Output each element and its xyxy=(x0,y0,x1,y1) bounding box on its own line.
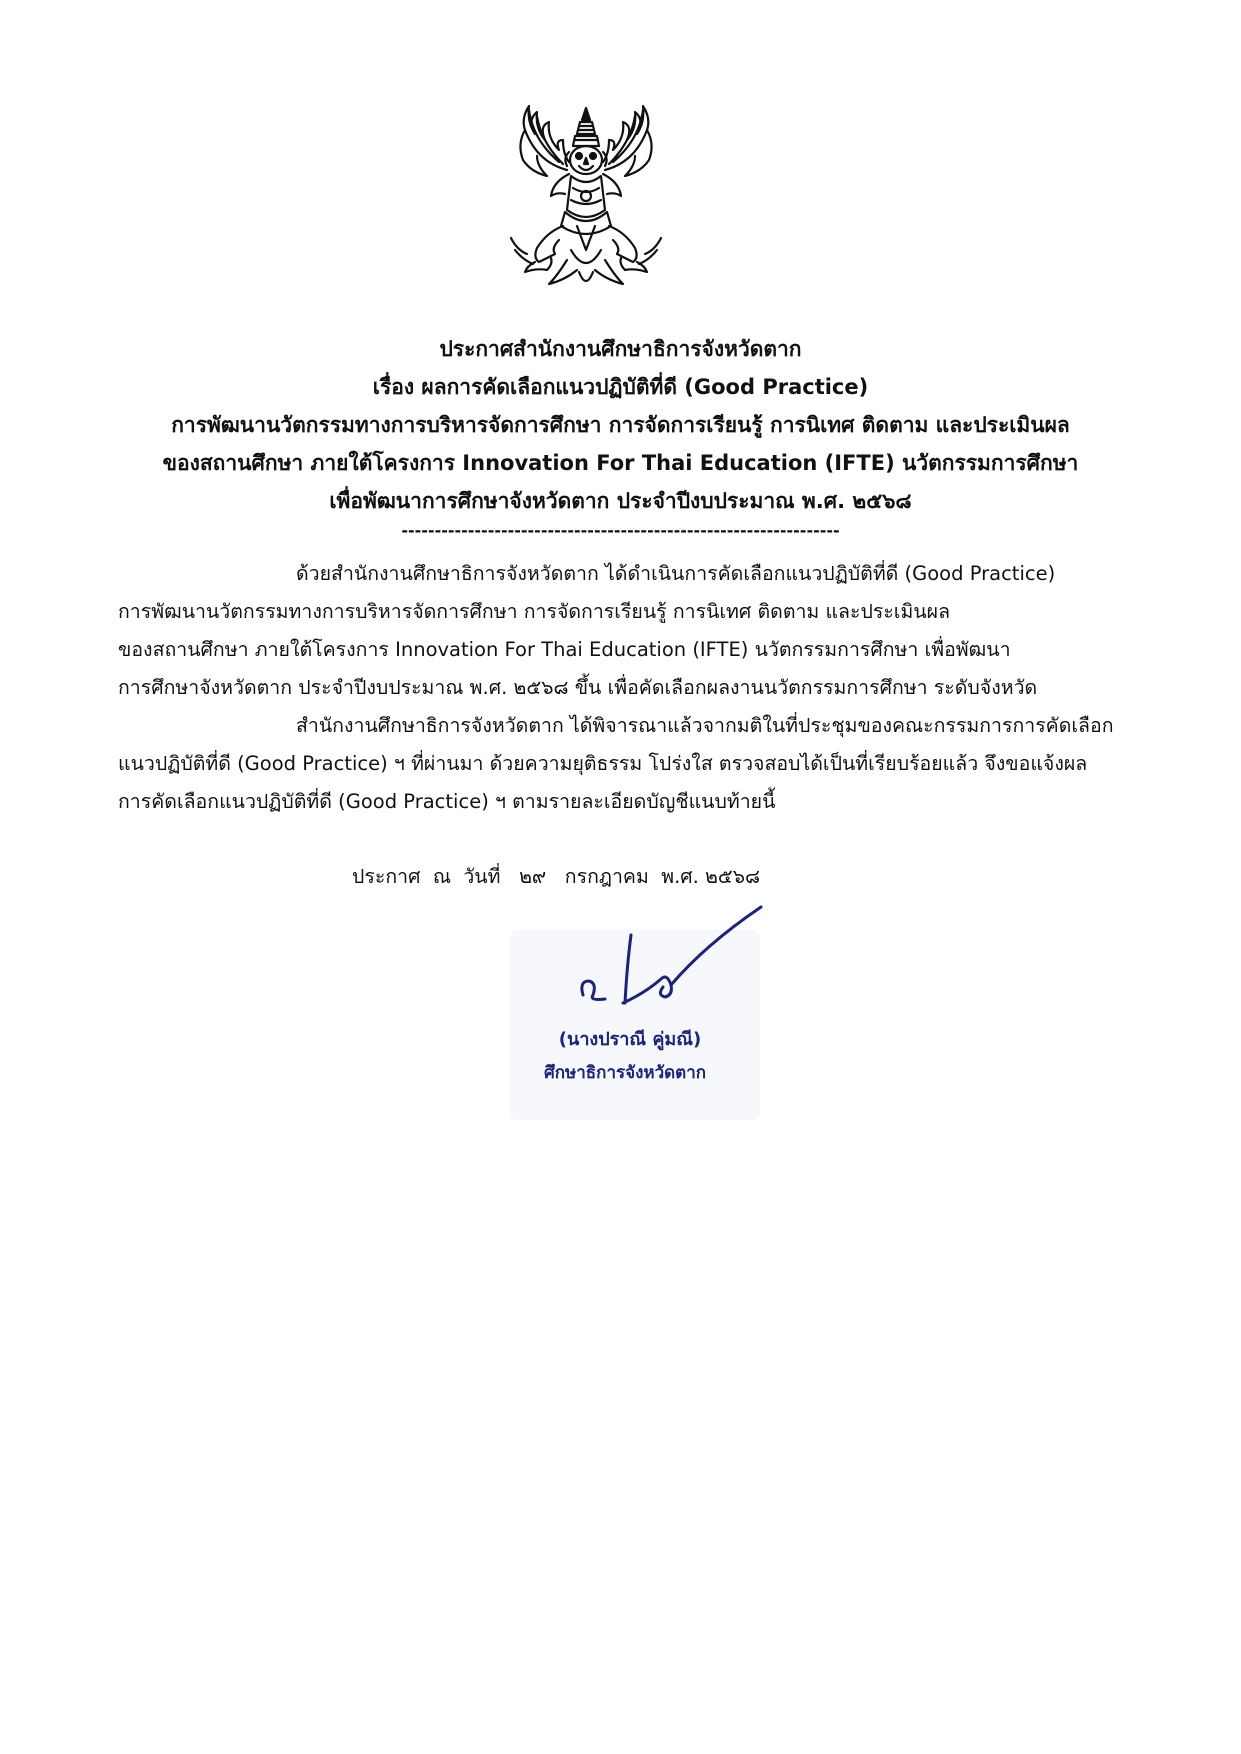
paragraph-1-line-2: การพัฒนานวัตกรรมทางการบริหารจัดการศึกษา การจัดการเรียนรู้ การนิเทศ ติดตาม และประเมินผล xyxy=(118,600,951,623)
paragraph-2-line-3: การคัดเลือกแนวปฏิบัติที่ดี (Good Practice) ฯ ตามรายละเอียดบัญชีแนบท้ายนี้ xyxy=(118,790,776,813)
announcement-body xyxy=(118,555,1122,821)
signer-name: (นางปราณี คู่มณี) xyxy=(558,1029,702,1050)
paragraph-2-line-2: แนวปฏิบัติที่ดี (Good Practice) ฯ ที่ผ่านมา ด้วยความยุติธรรม โปร่งใส ตรวจสอบได้เป็นที่เรียบร้อยแล้ว จึงขอแจ้งผล xyxy=(118,752,1088,775)
paragraph-1-line-1: ด้วยสำนักงานศึกษาธิการจังหวัดตาก ได้ดำเนินการคัดเลือกแนวปฏิบัติที่ดี (Good Practice) xyxy=(296,562,1056,585)
heading-line-2: เรื่อง ผลการคัดเลือกแนวปฏิบัติที่ดี (Good Practice) xyxy=(372,375,869,399)
paragraph-1-line-3: ของสถานศึกษา ภายใต้โครงการ Innovation For Thai Education (IFTE) นวัตกรรมการศึกษา เพื่อพัฒนา xyxy=(118,638,1011,661)
heading-line-4: ของสถานศึกษา ภายใต้โครงการ Innovation For Thai Education (IFTE) นวัตกรรมการศึกษา xyxy=(162,451,1079,475)
paragraph-1-line-4: การศึกษาจังหวัดตาก ประจำปีงบประมาณ พ.ศ. ๒๕๖๘ ขึ้น เพื่อคัดเลือกผลงานนวัตกรรมการศึกษา ระดับจังหวัด xyxy=(118,676,1038,699)
heading-line-1: ประกาศสำนักงานศึกษาธิการจังหวัดตาก xyxy=(439,337,802,361)
garuda-emblem-icon xyxy=(507,100,665,292)
heading-line-3: การพัฒนานวัตกรรมทางการบริหารจัดการศึกษา การจัดการเรียนรู้ การนิเทศ ติดตาม และประเมินผล xyxy=(171,413,1070,437)
heading-separator: ------------------------------------------------------------------ xyxy=(401,521,840,540)
announcement-heading xyxy=(100,330,1141,542)
signer-position: ศึกษาธิการจังหวัดตาก xyxy=(543,1063,707,1083)
heading-line-5: เพื่อพัฒนาการศึกษาจังหวัดตาก ประจำปีงบประมาณ พ.ศ. ๒๕๖๘ xyxy=(329,489,912,513)
paragraph-2-line-1: สำนักงานศึกษาธิการจังหวัดตาก ได้พิจารณาแล้วจากมติในที่ประชุมของคณะกรรมการการคัดเลือก xyxy=(296,714,1114,737)
announcement-date: ประกาศ ณ วันที่ ๒๙ กรกฎาคม พ.ศ. ๒๕๖๘ xyxy=(352,865,761,888)
handwritten-signature-icon xyxy=(575,895,775,1015)
